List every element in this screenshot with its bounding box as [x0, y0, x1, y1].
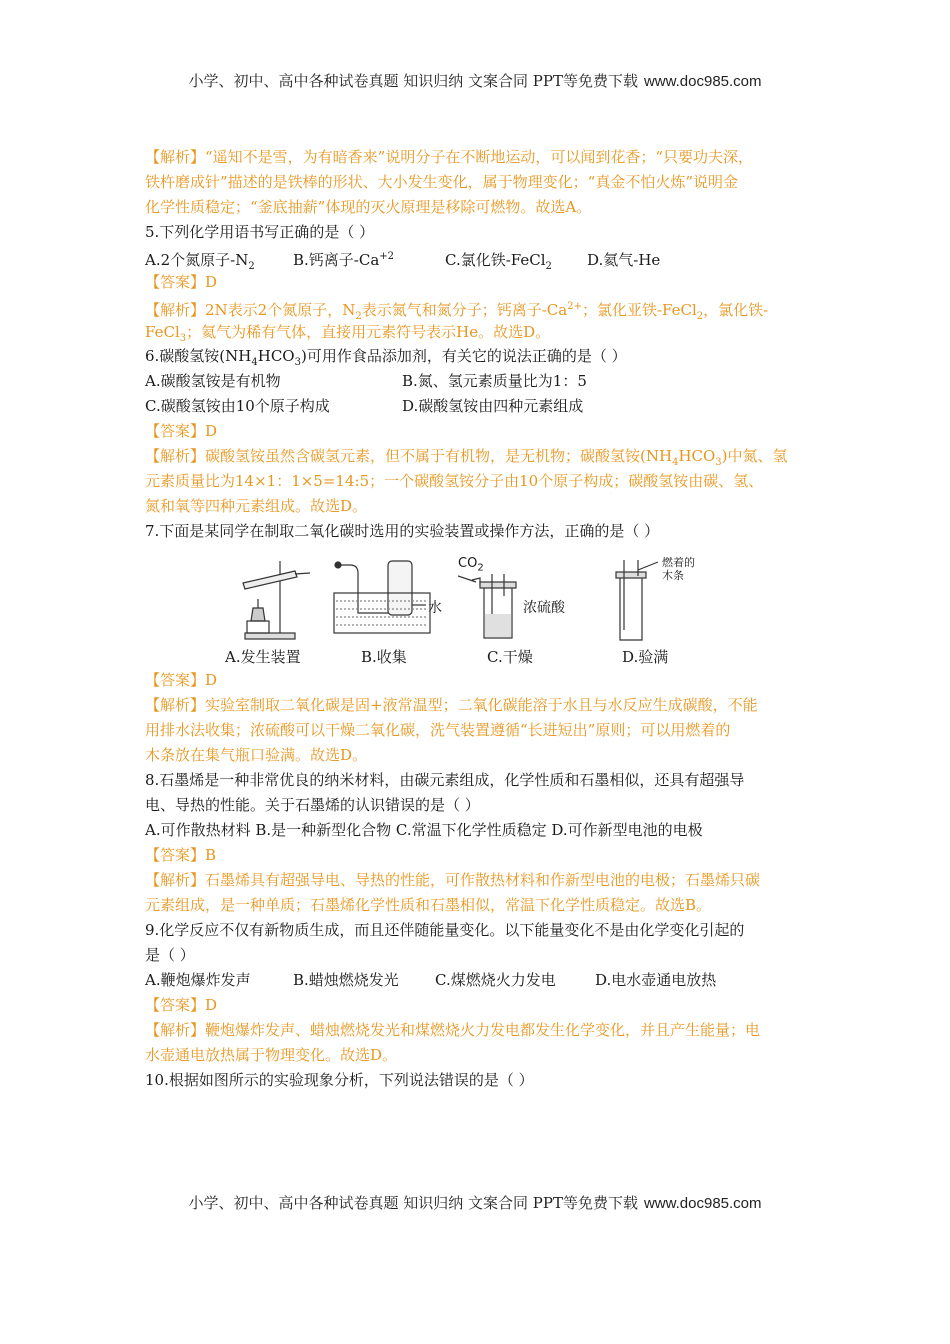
q5-option-c: C.氯化铁-FeCl$_2$ [445, 251, 552, 272]
q6-options-row-1 [145, 371, 587, 391]
q8-stem-line-2: 电、导热的性能。关于石墨烯的认识错误的是（ ） [145, 796, 480, 814]
q6-options-row-2 [145, 396, 583, 416]
q6-analysis-line-1: 【解析】碳酸氢铵虽然含碳氢元素，但不属于有机物，是无机物；碳酸氢铵$(NH_4HCO_3)$中氮、氢 [145, 447, 788, 468]
q7-caption-d: D.验满 [622, 648, 669, 666]
q9-option-c: C.煤燃烧火力发电 [435, 971, 556, 989]
q9-analysis-line-1: 【解析】鞭炮爆炸发声、蜡烛燃烧发光和煤燃烧火力发电都发生化学变化，并且产生能量；电 [145, 1021, 761, 1039]
q10-stem: 10.根据如图所示的实验现象分析，下列说法错误的是（ ） [145, 1071, 534, 1089]
figure-d-gas-bottle [610, 560, 660, 642]
q9-stem-line-2: 是（ ） [145, 946, 195, 964]
q9-option-b: B.蜡烛燃烧发光 [293, 971, 399, 989]
q6-analysis-line-2: 元素质量比为14×1：1×5=14:5；一个碳酸氢铵分子由10个原子构成；碳酸氢铵由碳、氢、 [145, 472, 764, 490]
q9-analysis-line-2: 水壶通电放热属于物理变化。故选D。 [145, 1046, 398, 1064]
q9-answer: 【答案】D [145, 996, 218, 1014]
q9-option-a: A.鞭炮爆炸发声 [145, 971, 251, 989]
q8-stem-line-1: 8.石墨烯是一种非常优良的纳米材料，由碳元素组成，化学性质和石墨相似，还具有超强导 [145, 771, 745, 789]
q7-caption-b: B.收集 [361, 648, 407, 666]
q5-option-b: B.钙离子$-Ca^{+2}$ [293, 251, 395, 269]
q7-analysis-line-3: 木条放在集气瓶口验满。故选D。 [145, 746, 368, 764]
q5-options [145, 247, 660, 277]
figure-c-drying-bottle [458, 574, 528, 644]
q7-answer: 【答案】D [145, 671, 218, 689]
header-text: 小学、初中、高中各种试卷真题 知识归纳 文案合同 PPT等免费下载 [188, 72, 638, 90]
q9-option-d: D.电水壶通电放热 [595, 971, 717, 989]
q5-answer: 【答案】D [145, 273, 218, 291]
figure-b-label-water: 水 [428, 600, 442, 616]
q8-options: A.可作散热材料 B.是一种新型化合物 C.常温下化学性质稳定 D.可作新型电池的电极 [145, 821, 703, 839]
q8-analysis-line-1: 【解析】石墨烯具有超强导电、导热的性能，可作散热材料和作新型电池的电极；石墨烯只碳 [145, 871, 761, 889]
q7-caption-c: C.干燥 [487, 648, 533, 666]
header-url[interactable]: www.doc985.com [643, 73, 762, 90]
page-footer [0, 1192, 950, 1213]
q6-stem: 6.碳酸氢铵$(NH_4HCO_3)$可用作食品添加剂，有关它的说法正确的是（ ） [145, 347, 627, 368]
q6-option-b: B.氮、氢元素质量比为1：5 [402, 372, 587, 390]
q5-option-a: A.2个氮原子$-N_2$ [145, 251, 255, 272]
q6-option-a: A.碳酸氢铵是有机物 [145, 372, 281, 390]
q4-analysis-line-3: 化学性质稳定；“釜底抽薪”体现的灭火原理是移除可燃物。故选A。 [145, 198, 592, 216]
q8-answer: 【答案】B [145, 846, 217, 864]
q5-stem: 5.下列化学用语书写正确的是（ ） [145, 223, 375, 241]
figure-d-label-burning-stick: 燃着的 木条 [662, 556, 695, 582]
q6-option-d: D.碳酸氢铵由四种元素组成 [402, 397, 584, 415]
figure-c-label-co2: $CO_2$ [458, 556, 484, 574]
q7-stem: 7.下面是某同学在制取二氧化碳时选用的实验装置或操作方法，正确的是（ ） [145, 522, 660, 540]
q5-analysis-line-1: 【解析】2N表示2个氮原子，$N_2$表示氮气和氮分子；钙离子$-Ca^{2+}$；氯化亚铁-FeCl$_2$，氯化铁- [145, 301, 769, 322]
q4-analysis-line-2: 铁杵磨成针”描述的是铁棒的形状、大小发生变化，属于物理变化；“真金不怕火炼”说明金 [145, 173, 739, 191]
q7-analysis-line-2: 用排水法收集；浓硫酸可以干燥二氧化碳，洗气装置遵循“长进短出”原则；可以用燃着的 [145, 721, 731, 739]
figure-a-generation-apparatus [235, 553, 315, 643]
q6-option-c: C.碳酸氢铵由10个原子构成 [145, 397, 330, 415]
page-header [0, 70, 950, 91]
q8-analysis-line-2: 元素组成，是一种单质；石墨烯化学性质和石墨相似，常温下化学性质稳定。故选B。 [145, 896, 712, 914]
q4-analysis-line-1: 【解析】“遥知不是雪，为有暗香来”说明分子在不断地运动，可以闻到花香；“只要功夫深， [145, 148, 754, 166]
footer-text: 小学、初中、高中各种试卷真题 知识归纳 文案合同 PPT等免费下载 [188, 1194, 638, 1212]
footer-url[interactable]: www.doc985.com [643, 1195, 762, 1212]
q6-analysis-line-3: 氮和氧等四种元素组成。故选D。 [145, 497, 368, 515]
q7-caption-a: A.发生装置 [225, 648, 301, 666]
figure-c-label-acid: 浓硫酸 [523, 600, 565, 616]
q9-options [145, 970, 716, 990]
q6-answer: 【答案】D [145, 422, 218, 440]
q9-stem-line-1: 9.化学反应不仅有新物质生成，而且还伴随能量变化。以下能量变化不是由化学变化引起的 [145, 921, 745, 939]
q5-option-d: D.氦气-He [587, 251, 661, 269]
q7-analysis-line-1: 【解析】实验室制取二氧化碳是固+液常温型；二氧化碳能溶于水且与水反应生成碳酸，不能 [145, 696, 758, 714]
q5-analysis-line-2: FeCl$_3$；氦气为稀有气体，直接用元素符号表示He。故选D。 [145, 323, 551, 344]
